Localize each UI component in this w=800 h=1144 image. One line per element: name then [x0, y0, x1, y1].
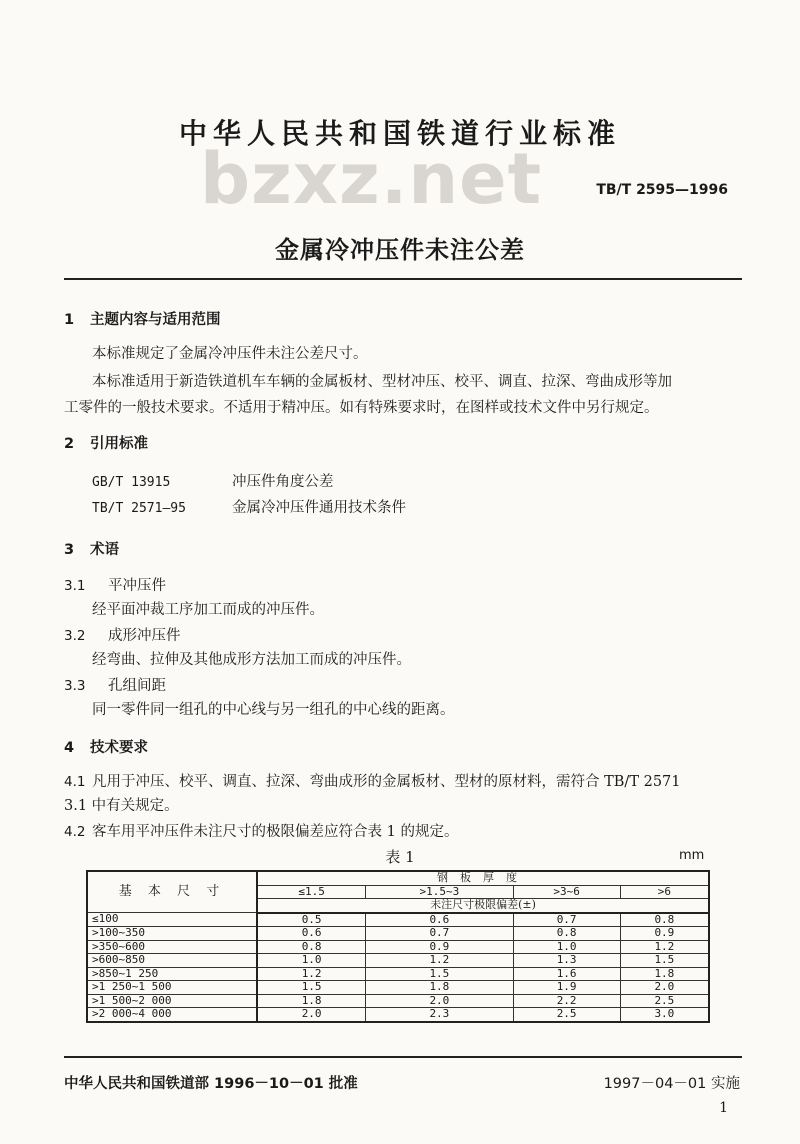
reference-name: 金属冷冲压件通用技术条件 — [232, 500, 406, 516]
table-caption: 表 1 — [385, 848, 415, 866]
value-cell: 2.5 — [620, 994, 709, 1008]
column-header: ≤1.5 — [257, 885, 366, 899]
value-cell: 0.8 — [257, 940, 366, 954]
table-row — [87, 954, 709, 968]
section-title: 主题内容与适用范围 — [90, 312, 221, 328]
column-header: >3~6 — [513, 885, 620, 899]
clause-text: 客车用平冲压件未注尺寸的极限偏差应符合表 1 的规定。 — [92, 824, 459, 840]
size-cell: >2 000~4 000 — [87, 1008, 257, 1022]
section-4-heading — [64, 736, 148, 757]
issuing-body-title: 中华人民共和国铁道行业标准 — [178, 117, 621, 150]
table-unit: mm — [679, 848, 705, 863]
section-title: 技术要求 — [90, 740, 148, 756]
value-cell: 1.0 — [513, 940, 620, 954]
value-cell: 0.9 — [620, 927, 709, 941]
value-cell: 1.5 — [366, 967, 513, 981]
table-row — [87, 981, 709, 995]
value-cell: 0.9 — [366, 940, 513, 954]
reference-item — [92, 470, 334, 491]
value-cell: 1.0 — [257, 954, 366, 968]
column-header: >1.5~3 — [366, 885, 513, 899]
value-cell: 0.8 — [513, 927, 620, 941]
clause-number: 4.1 — [64, 774, 86, 790]
section-title: 引用标准 — [90, 436, 148, 452]
section-number: 1 — [64, 312, 75, 328]
term-title: 孔组间距 — [108, 678, 166, 694]
value-cell: 0.7 — [513, 913, 620, 927]
section-title: 术语 — [90, 542, 119, 558]
value-cell: 0.6 — [366, 913, 513, 927]
value-cell: 0.5 — [257, 913, 366, 927]
term-definition: 经弯曲、拉伸及其他成形方法加工而成的冲压件。 — [92, 652, 411, 668]
value-cell: 2.0 — [366, 994, 513, 1008]
clause-4-1-line-1 — [64, 770, 681, 791]
row-header: 基 本 尺 寸 — [87, 871, 257, 913]
term-definition: 同一零件同一组孔的中心线与另一组孔的中心线的距离。 — [92, 702, 455, 718]
footer-divider — [64, 1056, 742, 1058]
value-cell: 1.8 — [257, 994, 366, 1008]
section-2-heading — [64, 432, 148, 453]
size-cell: >1 250~1 500 — [87, 981, 257, 995]
document-title: 金属冷冲压件未注公差 — [275, 236, 525, 264]
value-cell: 2.2 — [513, 994, 620, 1008]
value-cell: 1.5 — [257, 981, 366, 995]
section-1-paragraph-1: 本标准规定了金属冷冲压件未注公差尺寸。 — [92, 346, 368, 362]
table-row — [87, 994, 709, 1008]
value-cell: 1.6 — [513, 967, 620, 981]
group-header: 钢板厚度 — [257, 871, 709, 885]
value-cell: 1.8 — [366, 981, 513, 995]
sub-header: 未注尺寸极限偏差(±) — [257, 899, 709, 913]
section-1-paragraph-2-line-2: 工零件的一般技术要求。不适用于精冲压。如有特殊要求时，在图样或技术文件中另行规定。 — [64, 400, 659, 416]
clause-4-1-line-2: 3.1 中有关规定。 — [64, 798, 179, 814]
table-row — [87, 913, 709, 927]
section-number: 3 — [64, 542, 75, 558]
reference-item — [92, 496, 406, 517]
size-cell: >100~350 — [87, 927, 257, 941]
value-cell: 1.2 — [257, 967, 366, 981]
size-cell: >1 500~2 000 — [87, 994, 257, 1008]
term-heading — [64, 624, 181, 645]
term-title: 成形冲压件 — [108, 628, 181, 644]
term-title: 平冲压件 — [108, 578, 166, 594]
term-number: 3.1 — [64, 578, 86, 594]
term-number: 3.2 — [64, 628, 86, 644]
value-cell: 0.6 — [257, 927, 366, 941]
tolerance-table — [86, 870, 710, 1023]
value-cell: 1.8 — [620, 967, 709, 981]
approval-line: 中华人民共和国铁道部 1996－10－01 批准 — [64, 1076, 358, 1092]
standard-code: TB/T 2595—1996 — [596, 182, 728, 198]
value-cell: 0.8 — [620, 913, 709, 927]
implementation-date: 1997－04－01 实施 — [603, 1076, 740, 1092]
value-cell: 3.0 — [620, 1008, 709, 1022]
section-1-heading — [64, 308, 221, 329]
page-number: 1 — [719, 1100, 728, 1116]
column-header: >6 — [620, 885, 709, 899]
section-3-heading — [64, 538, 119, 559]
value-cell: 1.2 — [366, 954, 513, 968]
size-cell: >850~1 250 — [87, 967, 257, 981]
table-row — [87, 1008, 709, 1022]
value-cell: 2.0 — [257, 1008, 366, 1022]
term-definition: 经平面冲裁工序加工而成的冲压件。 — [92, 602, 324, 618]
section-number: 4 — [64, 740, 75, 756]
value-cell: 2.0 — [620, 981, 709, 995]
value-cell: 1.3 — [513, 954, 620, 968]
clause-number: 4.2 — [64, 824, 86, 840]
value-cell: 1.9 — [513, 981, 620, 995]
watermark: bzxz.net — [200, 138, 543, 220]
term-heading — [64, 674, 166, 695]
term-number: 3.3 — [64, 678, 86, 694]
clause-4-2 — [64, 820, 458, 841]
table-row — [87, 927, 709, 941]
section-number: 2 — [64, 436, 75, 452]
value-cell: 1.2 — [620, 940, 709, 954]
size-cell: ≤100 — [87, 913, 257, 927]
value-cell: 2.5 — [513, 1008, 620, 1022]
size-cell: >600~850 — [87, 954, 257, 968]
table-row — [87, 967, 709, 981]
term-heading — [64, 574, 166, 595]
reference-code: TB/T 2571—95 — [92, 501, 186, 516]
table-row — [87, 940, 709, 954]
reference-name: 冲压件角度公差 — [232, 474, 334, 490]
reference-code: GB/T 13915 — [92, 475, 171, 490]
clause-text: 凡用于冲压、校平、调直、拉深、弯曲成形的金属板材、型材的原材料，需符合 TB/T 2571 — [92, 774, 681, 790]
value-cell: 0.7 — [366, 927, 513, 941]
size-cell: >350~600 — [87, 940, 257, 954]
value-cell: 1.5 — [620, 954, 709, 968]
section-1-paragraph-2-line-1: 本标准适用于新造铁道机车车辆的金属板材、型材冲压、校平、调直、拉深、弯曲成形等加 — [92, 374, 672, 390]
header-divider — [64, 278, 742, 280]
value-cell: 2.3 — [366, 1008, 513, 1022]
